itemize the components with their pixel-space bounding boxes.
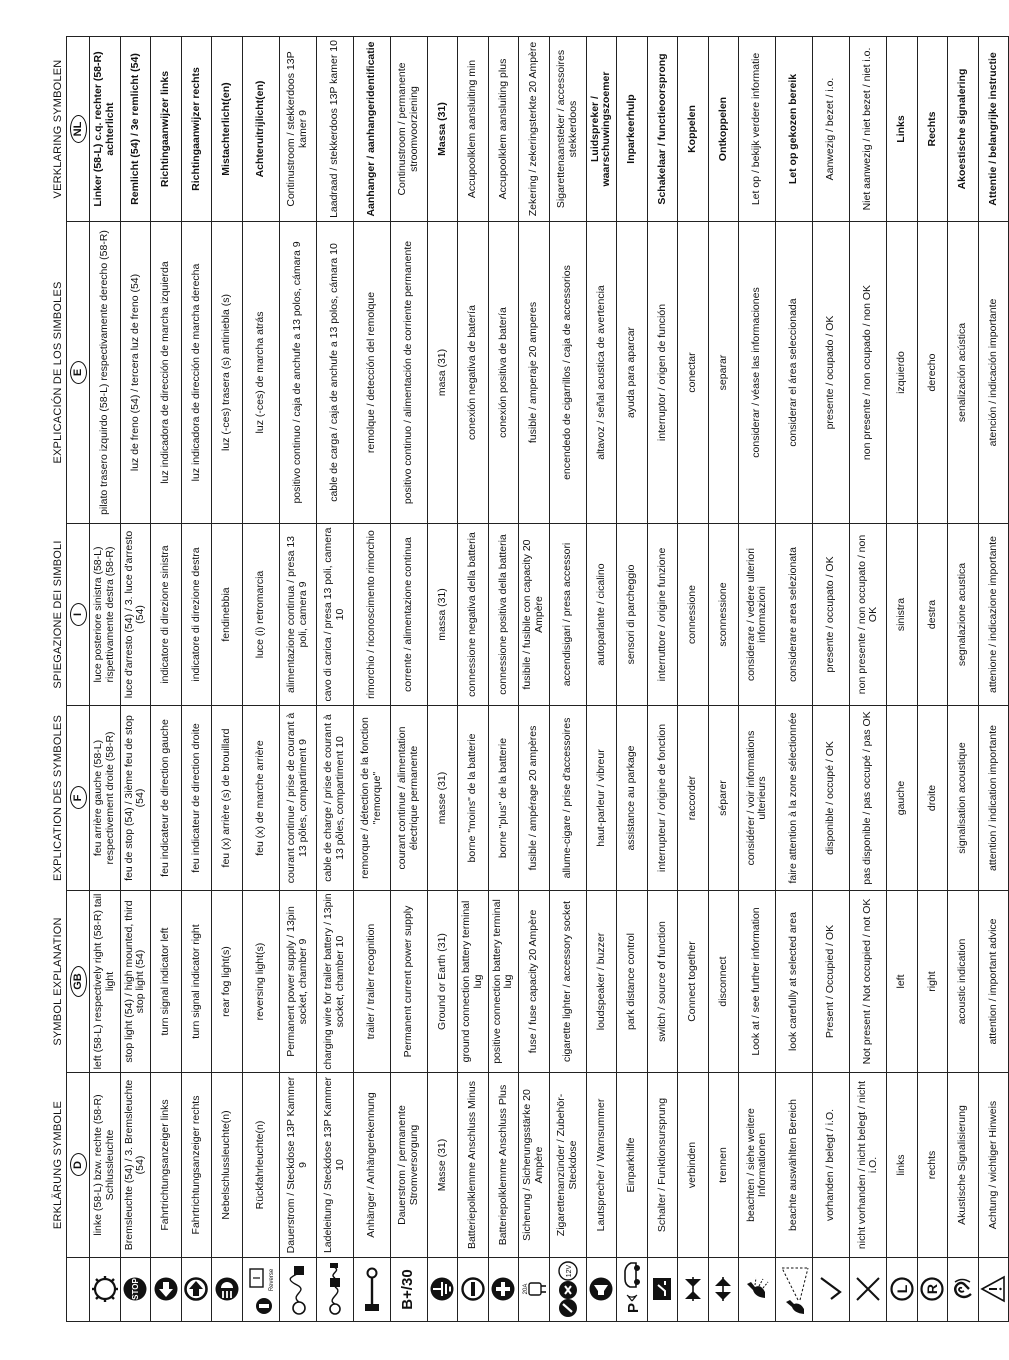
table-row — [427, 37, 458, 1322]
cell-es: derecho — [917, 222, 948, 524]
cell-fr: masse (31) — [427, 706, 458, 891]
cell-nl: Linker (58-L) c.q. rechter (58-R) achterlicht — [90, 37, 121, 222]
cell-en: left — [887, 891, 918, 1073]
cell-fr: faire attention à la zone sélectionnée — [776, 706, 813, 891]
cell-nl: Zekering / zekeringsterkte 20 Ampère — [519, 37, 550, 222]
cell-nl: Attentie / belangrijke instructie — [978, 37, 1009, 222]
loudspeaker-icon — [588, 1275, 614, 1305]
disconnect-icon — [710, 1275, 736, 1305]
cell-es: conexión negativa de batería — [458, 222, 489, 524]
cell-en: disconnect — [708, 891, 739, 1073]
cell-es: fusible / amperaje 20 amperes — [519, 222, 550, 524]
park-assist-icon — [619, 1259, 645, 1319]
cell-es: considerar el área seleccionada — [776, 222, 813, 524]
cell-en: rear fog light(s) — [212, 891, 243, 1073]
cell-de: Fahrtrichtungsanzeiger rechts — [181, 1073, 212, 1258]
cell-nl: Richtingaanwijzer links — [151, 37, 182, 222]
cell-it: luce d'arresto (54) / 3. luce d'arresto (54) — [120, 524, 151, 706]
cell-it: sinistra — [887, 524, 918, 706]
table-row — [647, 37, 678, 1322]
cell-en: right — [917, 891, 948, 1073]
cell-nl: Let op / bekijk verdere informatie — [739, 37, 776, 222]
cell-en: trailer / trailer recognition — [353, 891, 390, 1073]
cell-it: luce (i) retromarcia — [242, 524, 279, 706]
reverse-label: Reverse — [268, 1269, 275, 1292]
fuse-icon — [520, 1275, 548, 1305]
cell-en: Not present / Not occupied / not OK — [850, 891, 887, 1073]
cell-nl: Remlicht (54) / 3e remlicht (54) — [120, 37, 151, 222]
stop-light-icon — [122, 1275, 148, 1305]
cell-es: luz (-ces) trasera (s) antiniebla (s) — [212, 222, 243, 524]
cell-it: considerare area selezionata — [776, 524, 813, 706]
turn-left-icon — [153, 1275, 179, 1305]
cell-fr: remorque / détection de la fonction "remorque" — [353, 706, 390, 891]
table-row — [458, 37, 489, 1322]
cell-de: Achtung / wichtiger Hinweis — [978, 1073, 1009, 1258]
cell-fr: haut-parleur / vibreur — [586, 706, 617, 891]
stop-label: STOP — [131, 1278, 141, 1301]
cell-it: connessione positiva della batteria — [488, 524, 519, 706]
cell-es: luz indicadora de dirección de marcha izquierda — [151, 222, 182, 524]
lang-nl-badge: NL — [70, 115, 87, 144]
cell-es: non presente / non ocupado / non OK — [850, 222, 887, 524]
table-row — [887, 37, 918, 1322]
table-row — [813, 37, 850, 1322]
current-supply-icon: B+/30 — [399, 1269, 417, 1310]
cell-it: massa (31) — [427, 524, 458, 706]
language-row — [67, 37, 90, 1322]
cell-fr: séparer — [708, 706, 739, 891]
cell-fr: courant continue / prise de courant à 13 pôles, compartiment 9 — [279, 706, 316, 891]
check-icon — [817, 1275, 845, 1305]
cell-es: luz indicadora de dirección de marcha derecha — [181, 222, 212, 524]
table-row — [90, 37, 121, 1322]
table-row — [586, 37, 617, 1322]
cell-de: Lautsprecher / Warnsummer — [586, 1073, 617, 1258]
cell-nl: Luidspreker / waarschuwingszoemer — [586, 37, 617, 222]
cell-nl: Let op gekozen bereik — [776, 37, 813, 222]
cell-nl: Koppelen — [678, 37, 709, 222]
cell-it: accendisigari / presa accessori — [549, 524, 586, 706]
cell-fr: droite — [917, 706, 948, 891]
cell-de: linke (58-L) bzw. rechte (58-R) Schlussleuchte — [90, 1073, 121, 1258]
cell-it: corrente / alimentazione continua — [390, 524, 427, 706]
cell-nl: Akoestische signalering — [948, 37, 979, 222]
cell-es: remolque / detección del remolque — [353, 222, 390, 524]
cell-es: luz de freno (54) / tercera luz de freno (54) — [120, 222, 151, 524]
cell-nl: Achteruitrijlicht(en) — [242, 37, 279, 222]
right-label: R — [924, 1284, 941, 1295]
table-row — [212, 37, 243, 1322]
cell-en: ground connection battery terminal lug — [458, 891, 489, 1073]
cell-es: encendedo de cigarrillos / caja de accessorios — [549, 222, 586, 524]
cell-es: separar — [708, 222, 739, 524]
cell-it: alimentazione continua / presa 13 poli, camera 9 — [279, 524, 316, 706]
acoustic-signal-icon — [950, 1275, 976, 1305]
cell-es: conectar — [678, 222, 709, 524]
tail-light-icon — [92, 1275, 118, 1305]
header-it: SPIEGAZIONE DEI SIMBOLI — [45, 524, 67, 706]
cell-nl: Links — [887, 37, 918, 222]
cell-en: Permanent power supply / 13pin socket, chamber 9 — [279, 891, 316, 1073]
cell-fr: feu indicateur de direction gauche — [151, 706, 182, 891]
cell-it: sconnessione — [708, 524, 739, 706]
cell-en: acoustic indication — [948, 891, 979, 1073]
cell-nl: Ontkoppelen — [708, 37, 739, 222]
table-row — [978, 37, 1009, 1322]
cell-en: switch / source of function — [647, 891, 678, 1073]
cell-en: Connect together — [678, 891, 709, 1073]
cell-nl: Aanwezig / bezet / i.o. — [813, 37, 850, 222]
cell-fr: assistance au parkage — [617, 706, 648, 891]
cell-es: considerar / véase las informaciones — [739, 222, 776, 524]
cell-de: Zigarettenanzünder / Zubehör-Steckdose — [549, 1073, 586, 1258]
table-row — [850, 37, 887, 1322]
table-row — [488, 37, 519, 1322]
cell-es: masa (31) — [427, 222, 458, 524]
cell-en: left (58-L) respectively right (58-R) tail light — [90, 891, 121, 1073]
lang-gb-badge: GB — [70, 966, 87, 997]
table-row — [776, 37, 813, 1322]
cell-it: fusibile / fusibile con capacity 20 Ampère — [519, 524, 550, 706]
cell-de: nicht vorhanden / nicht belegt / nicht i.O. — [850, 1073, 887, 1258]
cell-de: rechts — [917, 1073, 948, 1258]
cell-de: trennen — [708, 1073, 739, 1258]
lang-it-badge: I — [70, 603, 87, 626]
lang-es-badge: E — [70, 361, 87, 384]
cell-fr: disponible / occupé / OK — [813, 706, 850, 891]
left-icon — [889, 1275, 915, 1305]
cell-es: luz (-ces) de marcha atrás — [242, 222, 279, 524]
cell-es: interruptor / origen de función — [647, 222, 678, 524]
ground-icon — [429, 1275, 455, 1305]
table-row — [708, 37, 739, 1322]
cell-nl: Accupoolklem aansluiting plus — [488, 37, 519, 222]
cell-fr: feu (x) arrière (s) de brouillard — [212, 706, 243, 891]
cell-en: look carefully at selected area — [776, 891, 813, 1073]
cell-nl: Mistachterlicht(en) — [212, 37, 243, 222]
table-row — [242, 37, 279, 1322]
cell-nl: Schakelaar / functieoorsprong — [647, 37, 678, 222]
cell-es: atención / indicación importante — [978, 222, 1009, 524]
cell-it: luce posteriore sinistra (58-L) rispettivamente destra (58-R) — [90, 524, 121, 706]
cell-de: Bremsleuchte (54) / 3. Bremsleuchte (54) — [120, 1073, 151, 1258]
cell-de: Fahrtrichtungsanzeiger links — [151, 1073, 182, 1258]
trailer-recognition-icon — [357, 1262, 387, 1318]
cell-de: verbinden — [678, 1073, 709, 1258]
cell-fr: cable de charge / prise de courant à 13 pôles, compartiment 10 — [316, 706, 353, 891]
battery-minus-icon — [460, 1275, 486, 1305]
cell-it: non presente / non occupato / non OK — [850, 524, 887, 706]
cell-nl: Continustroom / permanente stroomvoorziening — [390, 37, 427, 222]
cell-en: turn signal indicator left — [151, 891, 182, 1073]
look-at-icon — [743, 1275, 771, 1305]
cell-en: Look at / see further information — [739, 891, 776, 1073]
cell-de: Anhänger / Anhängerekennung — [353, 1073, 390, 1258]
cell-nl: Accupoolklem aansluiting min — [458, 37, 489, 222]
voltage-label: 12V — [565, 1265, 573, 1278]
cell-es: positivo continuo / alimentación de corriente permanente — [390, 222, 427, 524]
cell-it: connessione negativa della batteria — [458, 524, 489, 706]
cell-fr: considérer / voir informations ulterieurs — [739, 706, 776, 891]
lang-de-badge: D — [70, 1154, 87, 1177]
cell-fr: feu indicateur de direction droite — [181, 706, 212, 891]
cell-it: cavo di carica / presa 13 poli, camera 10 — [316, 524, 353, 706]
cell-fr: gauche — [887, 706, 918, 891]
header-de: ERKLÄRUNG SYMBOLE — [45, 1073, 67, 1258]
header-blank — [45, 1258, 67, 1322]
cell-es: positivo continuo / caja de anchufe a 13 polos, cámara 9 — [279, 222, 316, 524]
cell-it: interruttore / origine funzione — [647, 524, 678, 706]
cell-en: park distance control — [617, 891, 648, 1073]
cell-it: segnalazione acustica — [948, 524, 979, 706]
header-es: EXPLICACIÓN DE LOS SIMBOLES — [45, 222, 67, 524]
cell-en: Ground or Earth (31) — [427, 891, 458, 1073]
charging-wire-icon — [320, 1262, 350, 1318]
table-row — [151, 37, 182, 1322]
switch-icon — [649, 1275, 675, 1305]
rear-fog-light-icon — [214, 1275, 240, 1305]
cell-fr: courant continue / alimentation électrique permanente — [390, 706, 427, 891]
cell-it: destra — [917, 524, 948, 706]
cell-de: Schalter / Funktionsursprung — [647, 1073, 678, 1258]
cell-de: links — [887, 1073, 918, 1258]
warning-triangle-icon — [979, 1275, 1007, 1305]
cell-es: ayuda para aparcar — [617, 222, 648, 524]
park-label: P — [624, 1302, 642, 1313]
table-row — [739, 37, 776, 1322]
turn-right-icon — [183, 1275, 209, 1305]
cell-de: beachten / siehe weitere Informationen — [739, 1073, 776, 1258]
cell-fr: raccorder — [678, 706, 709, 891]
cell-fr: feu arrière gauche (58-L) respectivement droite (58-R) — [90, 706, 121, 891]
cell-fr: borne "plus" de la batterie — [488, 706, 519, 891]
cell-fr: interrupteur / origine de fonction — [647, 706, 678, 891]
header-row — [45, 37, 67, 1322]
cell-es: altavoz / señal acustica de avertencia — [586, 222, 617, 524]
cell-es: cable de carga / caja de anchufe a 13 polos, cámara 10 — [316, 222, 353, 524]
table-row — [917, 37, 948, 1322]
cell-de: Ladeleitung / Steckdose 13P Kammer 10 — [316, 1073, 353, 1258]
header-gb: SYMBOL EXPLANATION — [45, 891, 67, 1073]
cell-es: izquierdo — [887, 222, 918, 524]
cell-de: Rückfahrleuchte(n) — [242, 1073, 279, 1258]
symbol-legend-table — [45, 36, 1009, 1322]
cell-nl: Sigarettenaansteker / accessoires stekkerdoos — [549, 37, 586, 222]
header-fr: EXPLICATION DES SYMBOLES — [45, 706, 67, 891]
cell-fr: attention / indication importante — [978, 706, 1009, 891]
cell-it: indicatore di direzione sinistra — [151, 524, 182, 706]
cell-en: Present / Occupied / OK — [813, 891, 850, 1073]
reversing-light-icon — [246, 1262, 276, 1318]
permanent-power-socket-icon — [283, 1262, 313, 1318]
cell-en: fuse / fuse capacity 20 Ampère — [519, 891, 550, 1073]
cell-en: stop light (54) / high mounted, third stop light (54) — [120, 891, 151, 1073]
cigarette-lighter-icon — [553, 1261, 583, 1319]
cell-de: Dauerstrom / permanente Stromversorgung — [390, 1073, 427, 1258]
cell-nl: Massa (31) — [427, 37, 458, 222]
cell-nl: Aanhanger / aanhangeridentificatie — [353, 37, 390, 222]
table-row — [279, 37, 316, 1322]
cell-de: Dauerstrom / Steckdose 13P Kammer 9 — [279, 1073, 316, 1258]
cell-it: indicatore di direzione destra — [181, 524, 212, 706]
cell-nl: Inparkeerhulp — [617, 37, 648, 222]
selected-area-icon — [778, 1261, 810, 1319]
table-row — [617, 37, 648, 1322]
cell-nl: Laadraad / stekkerdoos 13P kamer 10 — [316, 37, 353, 222]
table-row — [549, 37, 586, 1322]
cell-it: autoparlante / cicalino — [586, 524, 617, 706]
cell-de: Nebelschlussleuchte(n) — [212, 1073, 243, 1258]
cell-fr: signalisation acoustique — [948, 706, 979, 891]
cross-icon — [854, 1275, 882, 1305]
fuse-label: 20A — [522, 1284, 529, 1295]
cell-fr: allume-cigare / prise d'accessoires — [549, 706, 586, 891]
table-row — [316, 37, 353, 1322]
cell-nl: Richtingaanwijzer rechts — [181, 37, 212, 222]
cell-en: turn signal indicator right — [181, 891, 212, 1073]
cell-en: positive connection battery terminal lug — [488, 891, 519, 1073]
cell-de: Batteriepolklemme Anschluss Minus — [458, 1073, 489, 1258]
cell-es: pilato trasero izquirdo (58-L) respectivamente derecho (58-R) — [90, 222, 121, 524]
cell-fr: fusible / ampérage 20 ampères — [519, 706, 550, 891]
cell-nl: Rechts — [917, 37, 948, 222]
connect-icon — [680, 1275, 706, 1305]
cell-nl: Continustroom / stekkerdoos 13P kamer 9 — [279, 37, 316, 222]
cell-en: cigarette lighter / accessory socket — [549, 891, 586, 1073]
table-row — [353, 37, 390, 1322]
cell-it: fendinebbia — [212, 524, 243, 706]
cell-de: vorhanden / belegt / i.O. — [813, 1073, 850, 1258]
cell-it: considerare / vedere ulteriori informazioni — [739, 524, 776, 706]
left-label: L — [893, 1285, 910, 1294]
table-row — [120, 37, 151, 1322]
cell-it: sensori di parcheggio — [617, 524, 648, 706]
cell-es: senalización acústica — [948, 222, 979, 524]
cell-en: reversing light(s) — [242, 891, 279, 1073]
cell-es: presente / ocupado / OK — [813, 222, 850, 524]
table-row — [948, 37, 979, 1322]
table-row — [181, 37, 212, 1322]
cell-fr: feu de stop (54) / 3ième feu de stop (54) — [120, 706, 151, 891]
battery-plus-icon — [490, 1275, 516, 1305]
cell-de: beachte auswählten Bereich — [776, 1073, 813, 1258]
table-row — [678, 37, 709, 1322]
table-row — [519, 37, 550, 1322]
table-row — [390, 37, 427, 1322]
cell-en: loudspeaker / buzzer — [586, 891, 617, 1073]
cell-de: Akustische Signalisierung — [948, 1073, 979, 1258]
cell-en: attention / important advice — [978, 891, 1009, 1073]
cell-it: presente / occupato / OK — [813, 524, 850, 706]
header-nl: VERKLARING SYMBOLEN — [45, 37, 67, 222]
right-icon — [919, 1275, 945, 1305]
cell-de: Einparkhilfe — [617, 1073, 648, 1258]
cell-it: connessione — [678, 524, 709, 706]
cell-de: Sicherung / Sicherungsstärke 20 Ampère — [519, 1073, 550, 1258]
cell-fr: feu (x) de marche arrière — [242, 706, 279, 891]
cell-de: Batteriepolklemme Anschluss Plus — [488, 1073, 519, 1258]
cell-fr: pas disponible / pas occupé / pas OK — [850, 706, 887, 891]
cell-it: attenione / indicazione importante — [978, 524, 1009, 706]
cell-nl: Niet aanwezig / niet bezet / niet i.o. — [850, 37, 887, 222]
cell-fr: borne "moins" de la batterie — [458, 706, 489, 891]
symbol-legend-sheet — [45, 37, 999, 1322]
cell-it: rimorchio / riconoscimento rimorchio — [353, 524, 390, 706]
cell-en: Permanent current power supply — [390, 891, 427, 1073]
language-blank — [67, 1258, 90, 1322]
lang-fr-badge: F — [70, 787, 87, 810]
cell-en: charging wire for trailer battery / 13pin socket, chamber 10 — [316, 891, 353, 1073]
cell-de: Masse (31) — [427, 1073, 458, 1258]
cell-es: conexión positiva de batería — [488, 222, 519, 524]
